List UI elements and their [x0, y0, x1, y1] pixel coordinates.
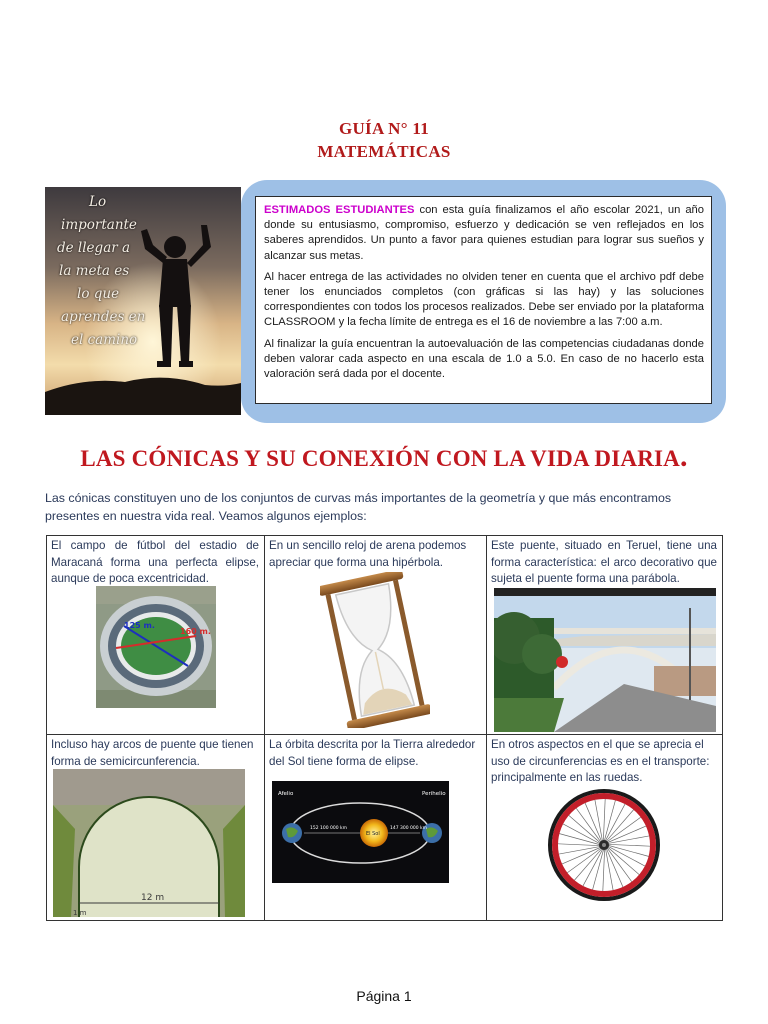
greeting-highlight: ESTIMADOS ESTUDIANTES: [264, 204, 415, 216]
message-paragraph-1: ESTIMADOS ESTUDIANTES con esta guía finalizamos el año escolar 2021, un año donde su entusiasmo, compromiso, esfuerzo y dedicación se ven reflejados en los saberes aprendidos. Un punto a favor para quienes estudian para lograr sus sueños y alcanzar sus metas.: [264, 204, 705, 262]
stadium-label-length: 160 m.: [180, 627, 211, 636]
poster-line: de llegar a: [57, 240, 131, 256]
aphelion-distance: 152 100 000 km: [310, 826, 348, 831]
example-stadium: [47, 536, 264, 734]
subject-title: MATEMÁTICAS: [317, 142, 451, 161]
teruel-bridge-image: [494, 588, 716, 732]
example-teruel-bridge: [487, 536, 723, 734]
semicircle-arch-image: [53, 769, 245, 917]
example-text: En un sencillo reloj de arena podemos apreciar que forma una hipérbola.: [269, 539, 467, 569]
example-hourglass: [265, 536, 486, 734]
stadium-label-width: 125 m.: [124, 621, 155, 630]
example-text: El campo de fútbol del estadio de Maracaná forma una perfecta elipse, aunque de poca excentricidad.: [51, 539, 259, 585]
example-text: En otros aspectos en el que se aprecia el uso de circunferencias es en el transporte: principalmente en las ruedas.: [491, 738, 710, 784]
intro-paragraph: Las cónicas constituyen uno de los conjuntos de curvas más importantes de la geometría y que más encontramos presentes en nuestra vida real. Veamos algunos ejemplos:: [45, 491, 672, 523]
earth-orbit-image: [272, 781, 449, 883]
example-arch-bridge: [47, 735, 264, 920]
arch-width-label: 12 m: [141, 893, 165, 903]
section-title: LAS CÓNICAS Y SU CONEXIÓN CON LA VIDA DIARIA.: [80, 440, 688, 473]
poster-line: la meta es: [59, 263, 130, 279]
examples-table: [46, 535, 723, 921]
perihelion-distance: 147 300 000 km: [390, 826, 428, 831]
stadium-image: [96, 586, 216, 708]
example-text: La órbita descrita por la Tierra alrededor del Sol tiene forma de elipse.: [269, 738, 476, 768]
guide-number: GUÍA N° 11: [338, 119, 430, 138]
arch-base-label: 1 m: [73, 909, 87, 917]
perihelion-label: Perihelio: [422, 791, 446, 797]
message-panel: [255, 196, 712, 404]
poster-line: lo que: [77, 286, 120, 302]
poster-line: importante: [61, 217, 137, 233]
poster-line: Lo: [89, 194, 107, 210]
message-paragraph-3: Al finalizar la guía encuentran la autoevaluación de las competencias ciudadanas donde deben valorar cada aspecto en una escala de 1.0 a 5.0. En caso de no hacerlo esta valoración será dada por el docente.: [264, 337, 704, 381]
poster-line: el camino: [71, 332, 138, 348]
example-text: Este puente, situado en Teruel, tiene una forma característica: el arco decorativo que sujeta el puente forma una parábola.: [491, 539, 717, 585]
poster-line: aprendes en: [61, 309, 146, 325]
hourglass-image: [320, 572, 430, 728]
sun-label: El Sol: [366, 831, 380, 837]
motivational-poster-image: [45, 187, 241, 415]
message-paragraph-2: Al hacer entrega de las actividades no olviden tener en cuenta que el archivo pdf debe tener los enunciados completos (con gráficas si las hay) y las soluciones correspondientes con todos los procesos realizados. Debe ser enviado por la plataforma CLASSROOM y la fecha límite de entrega es el 16 de noviembre a las 7:00 a.m.: [264, 270, 704, 329]
page-number: Página 1: [356, 988, 412, 1004]
example-text: Incluso hay arcos de puente que tienen forma de semicircunferencia.: [51, 738, 254, 768]
bicycle-wheel-image: [547, 787, 661, 903]
example-earth-orbit: [265, 735, 486, 920]
example-wheel: [487, 735, 723, 920]
aphelion-label: Afelio: [278, 791, 294, 797]
